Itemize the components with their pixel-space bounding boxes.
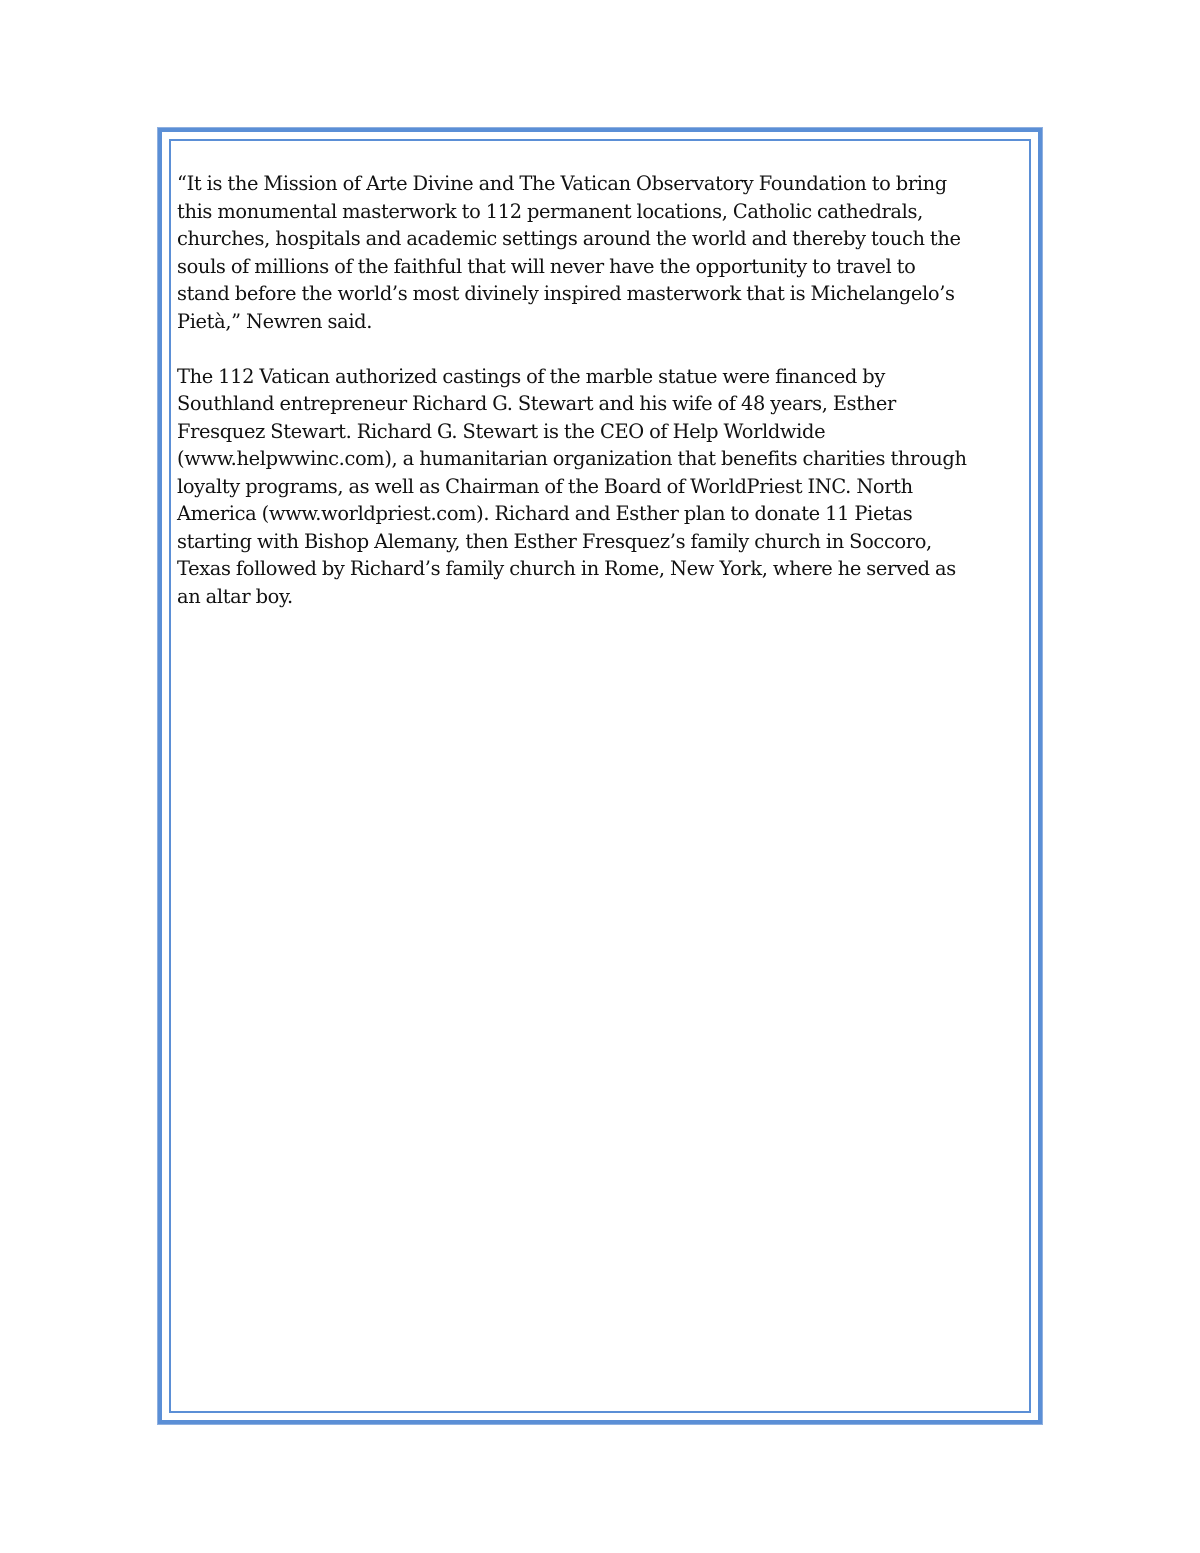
text-line: Southland entrepreneur Richard G. Stewart and his wife of 48 years, Esther bbox=[177, 392, 896, 415]
text-line: this monumental masterwork to 112 permanent locations, Catholic cathedrals, bbox=[177, 199, 923, 223]
text-line: an altar boy. bbox=[177, 584, 293, 608]
text-line: loyalty programs, as well as Chairman of the Board of WorldPriest INC. North bbox=[177, 474, 913, 498]
text-line: America (www.worldpriest.com). Richard and Esther plan to donate 11 Pietas bbox=[177, 502, 913, 525]
paragraph-castings bbox=[177, 363, 1027, 611]
text-line: souls of millions of the faithful that will never have the opportunity to travel to bbox=[177, 254, 916, 278]
text-line: “It is the Mission of Arte Divine and The Vatican Observatory Foundation to bring bbox=[177, 172, 947, 195]
text-line: Pietà,” Newren said. bbox=[177, 309, 373, 333]
text-line: The 112 Vatican authorized castings of the marble statue were financed by bbox=[177, 364, 885, 388]
text-line: churches, hospitals and academic settings around the world and thereby touch the bbox=[177, 227, 961, 250]
document-body bbox=[177, 170, 1027, 638]
text-line: starting with Bishop Alemany, then Esther Fresquez’s family church in Soccoro, bbox=[177, 529, 932, 553]
text-line: (www.helpwwinc.com), a humanitarian organization that benefits charities through bbox=[177, 447, 967, 470]
text-line: Fresquez Stewart. Richard G. Stewart is the CEO of Help Worldwide bbox=[177, 419, 826, 443]
text-line: Texas followed by Richard’s family church in Rome, New York, where he served as bbox=[177, 557, 956, 580]
text-line: stand before the world’s most divinely inspired masterwork that is Michelangelo’s bbox=[177, 282, 955, 305]
paragraph-quote bbox=[177, 170, 1027, 335]
